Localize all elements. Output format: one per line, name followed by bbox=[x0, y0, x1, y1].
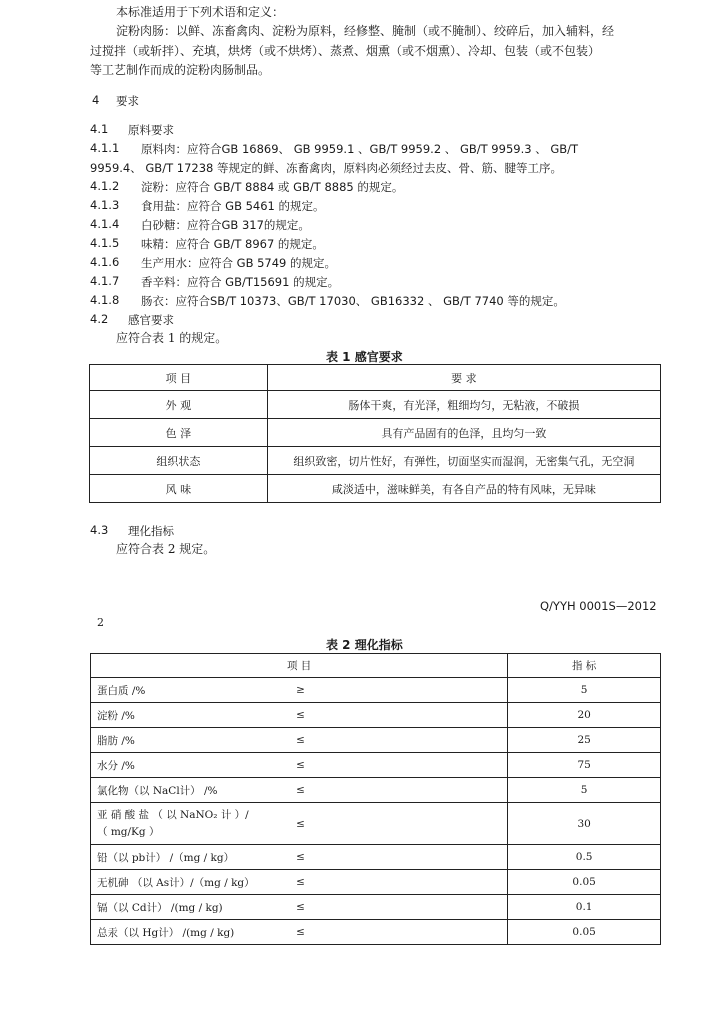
section-4-2-number: 4.2 bbox=[90, 312, 109, 326]
section-4-1-number: 4.1 bbox=[90, 122, 109, 136]
section-4-2-title: 感官要求 bbox=[128, 313, 174, 327]
item-value: 0.05 bbox=[508, 870, 661, 895]
page-number: 2 bbox=[97, 616, 104, 629]
item-operator: ≤ bbox=[290, 870, 508, 895]
item-label: 总汞（以 Hg计） /(mg / kg) bbox=[91, 920, 291, 945]
definition-line-3: 等工艺制作而成的淀粉肉肠制品。 bbox=[90, 63, 271, 77]
table-row bbox=[91, 678, 661, 703]
item-operator: ≤ bbox=[290, 920, 508, 945]
item-value: 75 bbox=[508, 753, 661, 778]
table-header-row bbox=[91, 654, 661, 678]
section-4-3-title: 理化指标 bbox=[128, 524, 174, 538]
item-operator: ≤ bbox=[290, 728, 508, 753]
section-4-number: 4 bbox=[92, 93, 100, 107]
item-text: 食用盐：应符合 GB 5461 的规定。 bbox=[141, 199, 325, 213]
table-row bbox=[91, 753, 661, 778]
item-continuation: 9959.4、 GB/T 17238 等规定的鲜、冻畜禽肉，原料肉必须经过去皮、骨、筋、腱等工序。 bbox=[90, 161, 562, 175]
item-number: 4.1.8 bbox=[90, 293, 120, 307]
document-code: Q/YYH 0001S—2012 bbox=[540, 599, 657, 613]
item-operator: ≤ bbox=[290, 753, 508, 778]
table-row bbox=[90, 391, 661, 419]
row-value: 具有产品固有的色泽，且均匀一致 bbox=[267, 419, 660, 447]
item-value: 0.5 bbox=[508, 845, 661, 870]
item-label: 无机砷 （以 As计）/（mg / kg） bbox=[91, 870, 291, 895]
intro-text: 本标准适用于下列术语和定义： bbox=[116, 5, 285, 19]
row-label: 外 观 bbox=[90, 391, 268, 419]
item-value: 5 bbox=[508, 678, 661, 703]
item-label: 蛋白质 /% bbox=[91, 678, 291, 703]
item-label: 脂肪 /% bbox=[91, 728, 291, 753]
item-text: 生产用水：应符合 GB 5749 的规定。 bbox=[141, 256, 337, 270]
table-row bbox=[90, 475, 661, 503]
item-text: 原料肉：应符合GB 16869、 GB 9959.1 、GB/T 9959.2 、 GB/T 9959.3 、 GB/T bbox=[141, 142, 579, 156]
item-number: 4.1.2 bbox=[90, 179, 120, 193]
item-operator: ≤ bbox=[290, 895, 508, 920]
item-label: 淀粉 /% bbox=[91, 703, 291, 728]
table-row bbox=[91, 845, 661, 870]
item-label: 氯化物（以 NaCl计） /% bbox=[91, 778, 291, 803]
row-value: 组织致密，切片性好，有弹性，切面坚实而湿润，无密集气孔，无空洞 bbox=[267, 447, 660, 475]
table-row bbox=[91, 778, 661, 803]
row-label: 色 泽 bbox=[90, 419, 268, 447]
item-operator: ≤ bbox=[290, 778, 508, 803]
item-number: 4.1.5 bbox=[90, 236, 120, 250]
item-text: 肠衣：应符合SB/T 10373、GB/T 17030、 GB16332 、 GB/T 7740 等的规定。 bbox=[141, 294, 565, 308]
definition-line-1: 淀粉肉肠：以鲜、冻畜禽肉、淀粉为原料，经修整、腌制（或不腌制）、绞碎后，加入辅料，经 bbox=[116, 24, 615, 38]
item-label-line-2: （ mg/Kg ） bbox=[97, 825, 160, 838]
row-label: 组织状态 bbox=[90, 447, 268, 475]
item-operator: ≤ bbox=[290, 845, 508, 870]
table-row bbox=[90, 447, 661, 475]
item-value: 0.1 bbox=[508, 895, 661, 920]
section-4-3-number: 4.3 bbox=[90, 523, 109, 537]
item-label-line-1: 亚 硝 酸 盐 （ 以 NaNO₂ 计 ）/ bbox=[97, 808, 249, 821]
item-text: 味精：应符合 GB/T 8967 的规定。 bbox=[141, 237, 324, 251]
table-row bbox=[91, 803, 661, 845]
header-indicator: 指 标 bbox=[508, 654, 661, 678]
table-header-row bbox=[90, 365, 661, 391]
sensory-table bbox=[89, 364, 661, 503]
item-text: 白砂糖：应符合GB 317的规定。 bbox=[141, 218, 310, 232]
table-row bbox=[91, 728, 661, 753]
row-value: 咸淡适中，滋味鲜美，有各自产品的特有风味，无异味 bbox=[267, 475, 660, 503]
table-row bbox=[90, 419, 661, 447]
item-number: 4.1.7 bbox=[90, 274, 120, 288]
item-value: 0.05 bbox=[508, 920, 661, 945]
item-text: 香辛料：应符合 GB/T15691 的规定。 bbox=[141, 275, 340, 289]
table-row bbox=[91, 920, 661, 945]
item-label: 铅（以 pb计） /（mg / kg） bbox=[91, 845, 291, 870]
item-label: 水分 /% bbox=[91, 753, 291, 778]
table-2-caption: 表 2 理化指标 bbox=[326, 638, 403, 652]
item-operator: ≤ bbox=[290, 703, 508, 728]
header-requirement: 要 求 bbox=[267, 365, 660, 391]
row-label: 风 味 bbox=[90, 475, 268, 503]
definition-line-2: 过搅拌（或斩拌）、充填，烘烤（或不烘烤）、蒸煮、烟熏（或不烟熏）、冷却、包装（或不包装） bbox=[90, 44, 601, 58]
item-label: 镉（以 Cd计） /(mg / kg) bbox=[91, 895, 291, 920]
item-value: 5 bbox=[508, 778, 661, 803]
table-1-caption: 表 1 感官要求 bbox=[326, 350, 403, 364]
table-row bbox=[91, 895, 661, 920]
item-value: 20 bbox=[508, 703, 661, 728]
item-number: 4.1.1 bbox=[90, 141, 120, 155]
table-row bbox=[91, 703, 661, 728]
item-label bbox=[91, 803, 291, 845]
section-4-3-body: 应符合表 2 规定。 bbox=[116, 542, 216, 556]
item-text: 淀粉：应符合 GB/T 8884 或 GB/T 8885 的规定。 bbox=[141, 180, 404, 194]
item-number: 4.1.6 bbox=[90, 255, 120, 269]
item-operator: ≥ bbox=[290, 678, 508, 703]
header-item: 项 目 bbox=[91, 654, 508, 678]
item-value: 30 bbox=[508, 803, 661, 845]
table-row bbox=[91, 870, 661, 895]
item-number: 4.1.4 bbox=[90, 217, 120, 231]
physicochemical-table bbox=[90, 653, 661, 945]
item-value: 25 bbox=[508, 728, 661, 753]
section-4-title: 要求 bbox=[116, 94, 139, 108]
item-operator: ≤ bbox=[290, 803, 508, 845]
section-4-2-body: 应符合表 1 的规定。 bbox=[116, 331, 228, 345]
item-number: 4.1.3 bbox=[90, 198, 120, 212]
row-value: 肠体干爽，有光泽，粗细均匀，无粘液，不破损 bbox=[267, 391, 660, 419]
header-item: 项 目 bbox=[90, 365, 268, 391]
section-4-1-title: 原料要求 bbox=[128, 123, 174, 137]
